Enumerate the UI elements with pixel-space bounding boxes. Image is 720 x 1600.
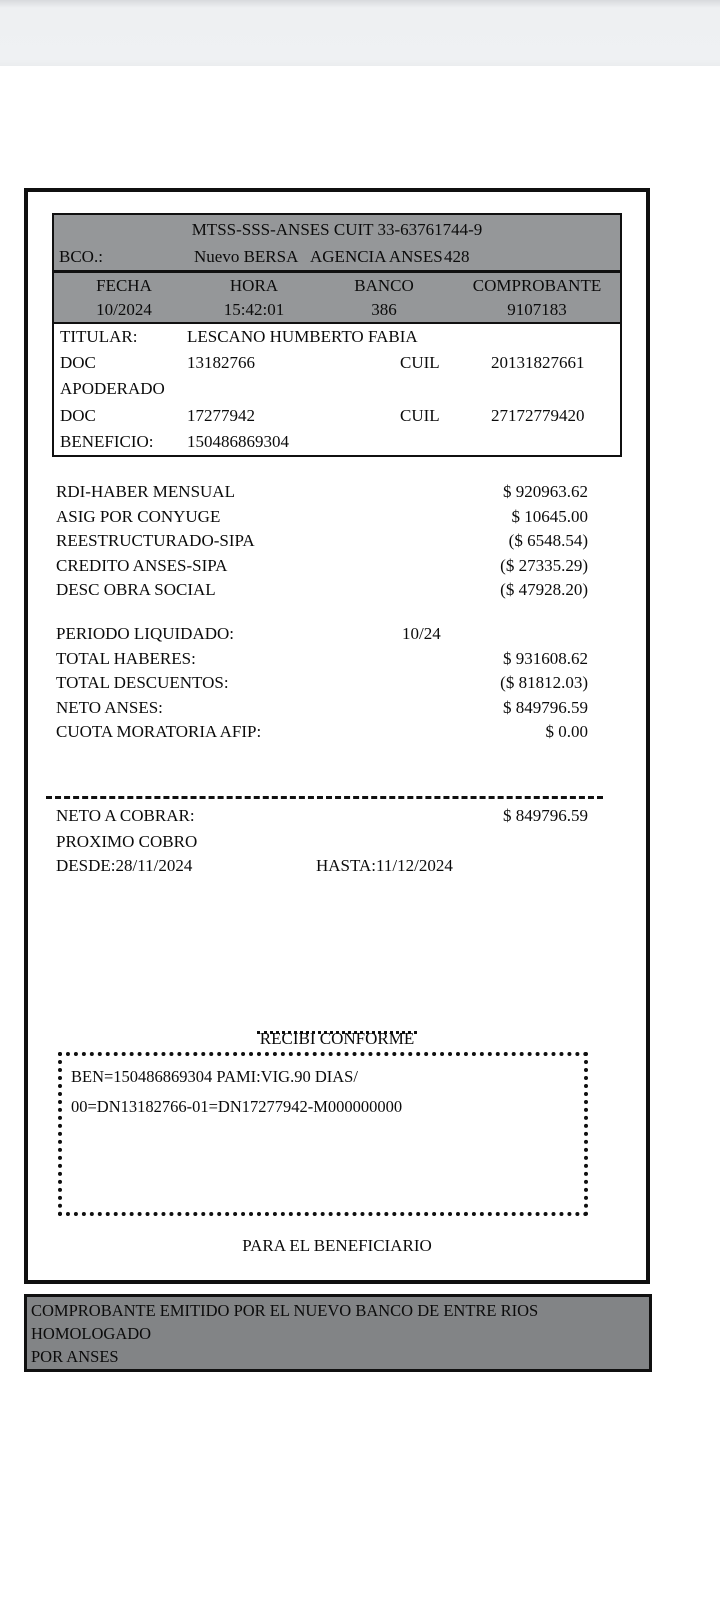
receipt-frame xyxy=(24,188,650,1284)
date-to: HASTA:11/12/2024 xyxy=(316,856,453,875)
item-label: DESC OBRA SOCIAL xyxy=(56,580,216,599)
cuil-label: CUIL xyxy=(400,405,440,425)
apoderado-label: APODERADO xyxy=(60,379,165,399)
item-amount: ($ 27335.29) xyxy=(500,555,588,575)
total-row xyxy=(28,671,646,696)
cuil-number: 20131827661 xyxy=(491,353,585,373)
net-amount: $ 849796.59 xyxy=(503,806,588,825)
val-fecha: 10/2024 xyxy=(96,300,152,319)
total-label: CUOTA MORATORIA AFIP: xyxy=(56,722,262,741)
item-label: ASIG POR CONYUGE xyxy=(56,506,221,526)
holder-row xyxy=(54,429,620,455)
val-hora: 15:42:01 xyxy=(223,300,285,319)
bco-label: BCO.: xyxy=(59,247,103,266)
item-row xyxy=(28,505,646,530)
col-banco: BANCO xyxy=(354,276,414,295)
net-row xyxy=(28,804,646,828)
date-from: DESDE:28/11/2024 xyxy=(56,856,193,875)
total-row xyxy=(28,720,646,745)
item-row xyxy=(28,578,646,603)
total-amount: ($ 81812.03) xyxy=(500,673,588,692)
bank-row xyxy=(54,243,620,270)
beneficio-number: 150486869304 xyxy=(187,431,289,451)
holder-row xyxy=(54,350,620,376)
cuil-number: 27172779420 xyxy=(491,405,585,425)
total-label: TOTAL DESCUENTOS: xyxy=(56,673,229,692)
doc-number: 13182766 xyxy=(187,353,255,373)
next-payment-label: PROXIMO COBRO xyxy=(56,832,198,851)
periodo-value: 10/24 xyxy=(402,624,441,643)
item-amount: ($ 6548.54) xyxy=(508,531,588,550)
total-label: TOTAL HABERES: xyxy=(56,648,196,668)
total-row xyxy=(28,622,646,647)
header-columns xyxy=(54,273,620,298)
total-row xyxy=(28,647,646,672)
cuil-label: CUIL xyxy=(400,353,440,373)
footer-note-line1: COMPROBANTE EMITIDO POR EL NUEVO BANCO DE ENTRE RIOS HOMOLOGADO xyxy=(31,1301,539,1343)
col-hora: HORA xyxy=(229,276,279,295)
doc-number: 17277942 xyxy=(187,405,255,425)
titular-name: LESCANO HUMBERTO FABIA xyxy=(187,327,418,347)
col-comprobante: COMPROBANTE xyxy=(472,276,602,295)
dashed-separator xyxy=(46,796,603,799)
agency-label: AGENCIA ANSES xyxy=(310,247,443,266)
net-label: NETO A COBRAR: xyxy=(56,806,195,825)
footer-note-box xyxy=(24,1294,652,1372)
header-values xyxy=(54,298,620,322)
holder-row xyxy=(54,403,620,429)
receipt-header-table xyxy=(52,213,622,324)
status-bar xyxy=(0,0,720,66)
doc-label: DOC xyxy=(60,405,96,425)
item-label: CREDITO ANSES-SIPA xyxy=(56,555,228,575)
benefit-code-line: BEN=150486869304 PAMI:VIG.90 DIAS/ xyxy=(71,1067,358,1086)
items-section xyxy=(28,480,646,603)
val-banco: 386 xyxy=(371,300,397,319)
titular-label: TITULAR: xyxy=(60,327,138,347)
agency-number: 428 xyxy=(444,247,470,266)
total-label: NETO ANSES: xyxy=(56,697,163,717)
bank-name: Nuevo BERSA xyxy=(194,247,299,266)
item-row xyxy=(28,480,646,505)
item-label: RDI-HABER MENSUAL xyxy=(56,482,235,501)
total-amount: $ 849796.59 xyxy=(503,697,588,717)
totals-section xyxy=(28,622,646,745)
item-label: REESTRUCTURADO-SIPA xyxy=(56,531,255,550)
item-amount: $ 10645.00 xyxy=(511,506,588,526)
total-label: PERIODO LIQUIDADO: xyxy=(56,624,235,643)
beneficio-label: BENEFICIO: xyxy=(60,431,154,451)
document-code-line: 00=DN13182766-01=DN17277942-M000000000 xyxy=(71,1097,403,1116)
val-comprobante: 9107183 xyxy=(507,300,567,319)
doc-label: DOC xyxy=(60,353,96,373)
item-row xyxy=(28,554,646,579)
recibi-conforme-title: RECIBI CONFORME xyxy=(259,1029,415,1048)
beneficiary-caption: PARA EL BENEFICIARIO xyxy=(242,1236,432,1255)
total-row xyxy=(28,696,646,721)
total-amount: $ 0.00 xyxy=(545,722,588,741)
holder-row xyxy=(54,324,620,350)
item-amount: ($ 47928.20) xyxy=(500,580,588,599)
item-amount: $ 920963.62 xyxy=(503,482,588,501)
item-row xyxy=(28,529,646,554)
col-fecha: FECHA xyxy=(96,276,152,295)
holder-box xyxy=(52,324,622,457)
signature-dotted-box xyxy=(58,1052,588,1216)
total-amount: $ 931608.62 xyxy=(503,648,588,668)
payment-dates-row xyxy=(28,854,646,878)
holder-row xyxy=(54,376,620,402)
org-title: MTSS-SSS-ANSES CUIT 33-63761744-9 xyxy=(191,220,483,239)
recibi-conforme-row xyxy=(28,1028,646,1050)
footer-note-line2: POR ANSES xyxy=(31,1347,119,1366)
